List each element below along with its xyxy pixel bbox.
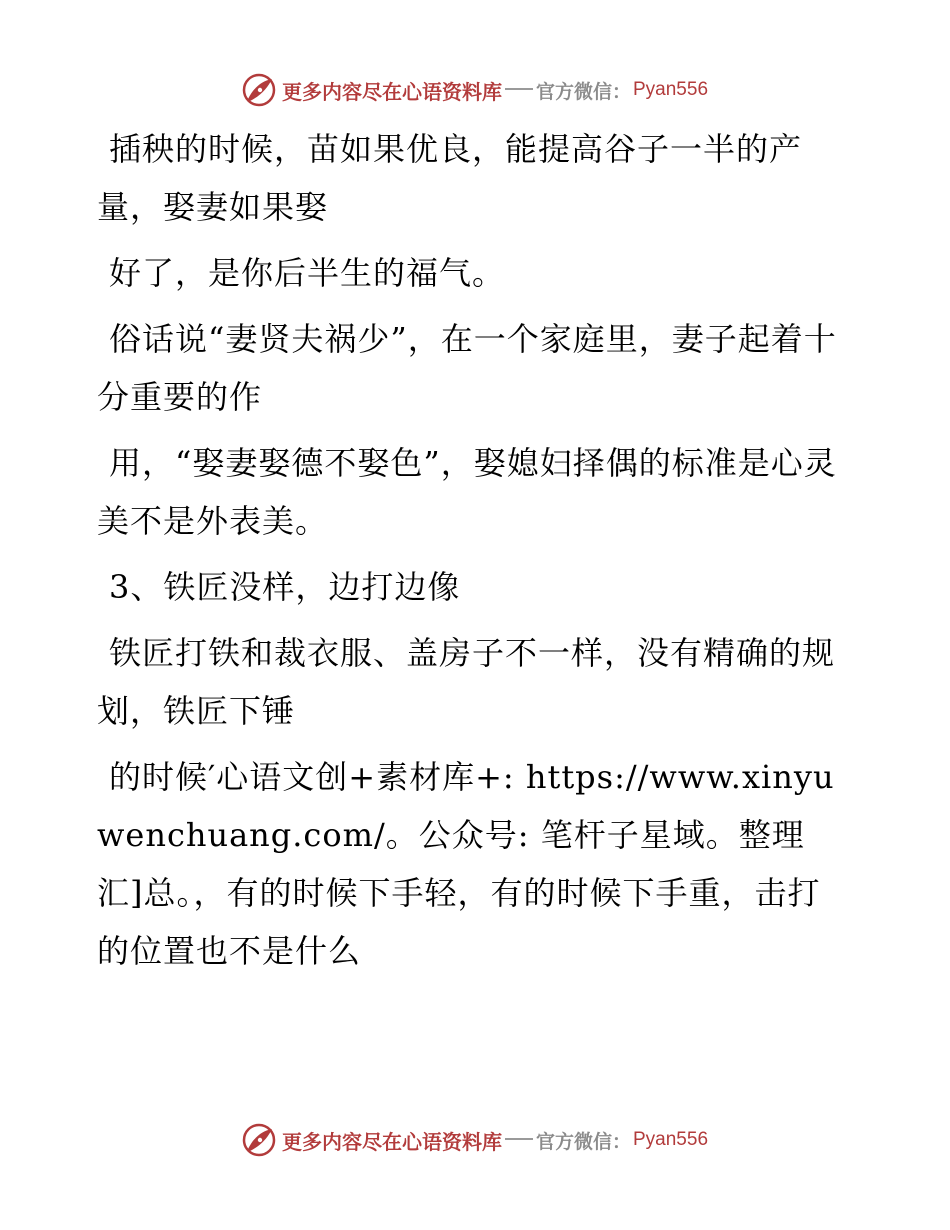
- footer-banner-text: 更多内容尽在心语资料库: [281, 1129, 502, 1154]
- pen-nib-logo-icon: [242, 73, 276, 107]
- document-body: [97, 120, 837, 988]
- paragraph-5: 铁匠打铁和裁衣服、盖房子不一样，没有精确的规划，铁匠下锤: [97, 634, 836, 730]
- footer-banner: [0, 1120, 950, 1160]
- footer-banner-dash: [505, 1138, 533, 1140]
- header-banner-dash: [505, 88, 533, 90]
- paragraph-1: 插秧的时候，苗如果优良，能提高谷子一半的产量，娶妻如果娶: [97, 130, 803, 226]
- paragraph-6: 的时候′心语文创+素材库+: https://www.xinyuwenchuang.com/。公众号: 笔杆子星域。整理汇]总。，有的时候下手轻，有的时候下手重，击打的位置也不是什么: [97, 758, 835, 970]
- paragraph-4: 用，“娶妻娶德不娶色”，娶媳妇择偶的标准是心灵美不是外表美。: [97, 444, 837, 540]
- header-banner-text: 更多内容尽在心语资料库: [281, 79, 502, 104]
- header-banner: [0, 70, 950, 110]
- header-wechat-label: 官方微信：: [535, 80, 631, 103]
- paragraph-3: 俗话说“妻贤夫祸少”，在一个家庭里，妻子起着十分重要的作: [97, 320, 837, 416]
- section-heading: 3、铁匠没样，边打边像: [109, 568, 461, 606]
- footer-wechat-label: 官方微信：: [535, 1130, 631, 1153]
- footer-wechat-id: Pyan556: [633, 1129, 709, 1150]
- pen-nib-logo-icon: [242, 1123, 276, 1157]
- paragraph-2: 好了，是你后半生的福气。: [109, 254, 506, 292]
- header-wechat-id: Pyan556: [633, 79, 709, 100]
